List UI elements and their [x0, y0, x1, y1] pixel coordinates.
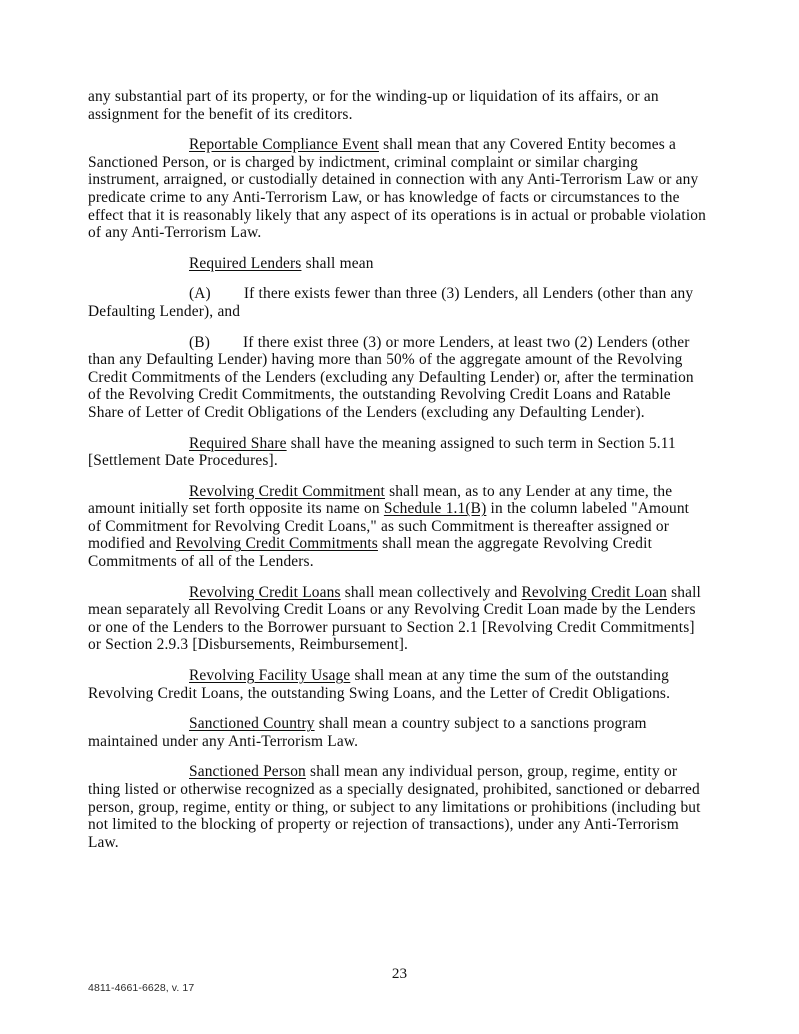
defined-term-required-share: Required Share: [189, 434, 287, 452]
page-body-text: [88, 88, 706, 864]
defined-term-revolving-credit-loan: Revolving Credit Loan: [521, 583, 667, 601]
defined-term-revolving-credit-commitment: Revolving Credit Commitment: [189, 482, 385, 500]
paragraph-continuation: any substantial part of its property, or for the winding-up or liquidation of its affairs, or an assignment for the benefit of its creditors.: [88, 88, 659, 123]
definition-body-part-3: shall mean the aggregate Revolving Credit Commitments of all of the Lenders.: [88, 535, 653, 571]
definition-body: shall mean a country subject to a sanctions program maintained under any Anti-Terrorism Law.: [88, 715, 647, 750]
defined-term-revolving-credit-loans: Revolving Credit Loans: [189, 583, 341, 601]
paragraph-revolving-credit-commitment: [88, 483, 706, 571]
defined-term-revolving-credit-commitments: Revolving Credit Commitments: [175, 535, 378, 553]
paragraph-sanctioned-person: [88, 763, 706, 851]
paragraph-clause-a: [88, 285, 706, 320]
defined-term-required-lenders: Required Lenders: [189, 254, 302, 272]
clause-body: If there exists fewer than three (3) Lenders, all Lenders (other than any Defaulting Lender), and: [88, 285, 694, 320]
page-number: 23: [391, 965, 408, 982]
definition-body: shall mean any individual person, group, regime, entity or thing listed or otherwise recognized as a specially designated, prohibited, sanctioned or debarred person, group, regime, entity or thing, or subject to any limitations or prohibitions (including but not limited to the blocking of property or rejection of transactions), under any Anti-Terrorism Law.: [88, 763, 701, 851]
paragraph-required-share: [88, 435, 706, 470]
definition-body-part-2: in the column labeled "Amount of Commitment for Revolving Credit Loans," as such Commitment is thereafter assigned or modified and: [88, 500, 690, 553]
clause-label-a: (A): [189, 285, 211, 303]
definition-body-part-2: shall mean separately all Revolving Credit Loans or any Revolving Credit Loan made by the Lenders or one of the Lenders to the Borrower pursuant to Section 2.1 [Revolving Credit Commitments] or Section 2.9.3 [Disbursements, Reimbursement].: [88, 583, 701, 654]
defined-term-reportable-compliance-event: Reportable Compliance Event: [189, 136, 379, 154]
defined-term-revolving-facility-usage: Revolving Facility Usage: [189, 667, 351, 685]
paragraph-sanctioned-country: [88, 715, 706, 750]
definition-body-part-1: shall mean, as to any Lender at any time, the amount initially set forth opposite its name on: [88, 482, 673, 518]
defined-term-sanctioned-person: Sanctioned Person: [189, 763, 306, 781]
clause-body: If there exist three (3) or more Lenders, at least two (2) Lenders (other than any Defaulting Lender) having more than 50% of the aggregate amount of the Revolving Credit Commitments of the Lenders (excluding any Defaulting Lender) or, after the termination of the Revolving Credit Commitments, the outstanding Revolving Credit Loans and Ratable Share of Letter of Credit Obligations of the Lenders (excluding any Defaulting Lender).: [88, 333, 694, 421]
definition-body: shall mean: [301, 254, 374, 272]
cross-reference-schedule-1-1-b: Schedule 1.1(B): [383, 500, 487, 518]
definition-body: shall mean that any Covered Entity becomes a Sanctioned Person, or is charged by indictment, criminal complaint or similar charging instrument, arraigned, or custodially detained in connection with any Anti-Terrorism Law or any predicate crime to any Anti-Terrorism Law, or has knowledge of facts or circumstances to the effect that it is reasonably likely that any aspect of its operations is in actual or probable violation of any Anti-Terrorism Law.: [88, 136, 706, 242]
paragraph-required-lenders: [88, 255, 706, 273]
paragraph-clause-b: [88, 334, 706, 422]
clause-label-b: (B): [189, 333, 210, 351]
footer-document-id: 4811-4661-6628, v. 17: [88, 982, 195, 994]
definition-body-part-1: shall mean collectively and: [340, 583, 522, 601]
defined-term-sanctioned-country: Sanctioned Country: [189, 715, 315, 733]
definition-body: shall mean at any time the sum of the outstanding Revolving Credit Loans, the outstanding Swing Loans, and the Letter of Credit Obligations.: [88, 667, 671, 702]
definition-body: shall have the meaning assigned to such term in Section 5.11 [Settlement Date Procedures].: [88, 434, 676, 470]
paragraph-revolving-credit-loans: [88, 584, 706, 654]
paragraph-revolving-facility-usage: [88, 667, 706, 702]
paragraph-reportable-compliance-event: [88, 136, 706, 242]
